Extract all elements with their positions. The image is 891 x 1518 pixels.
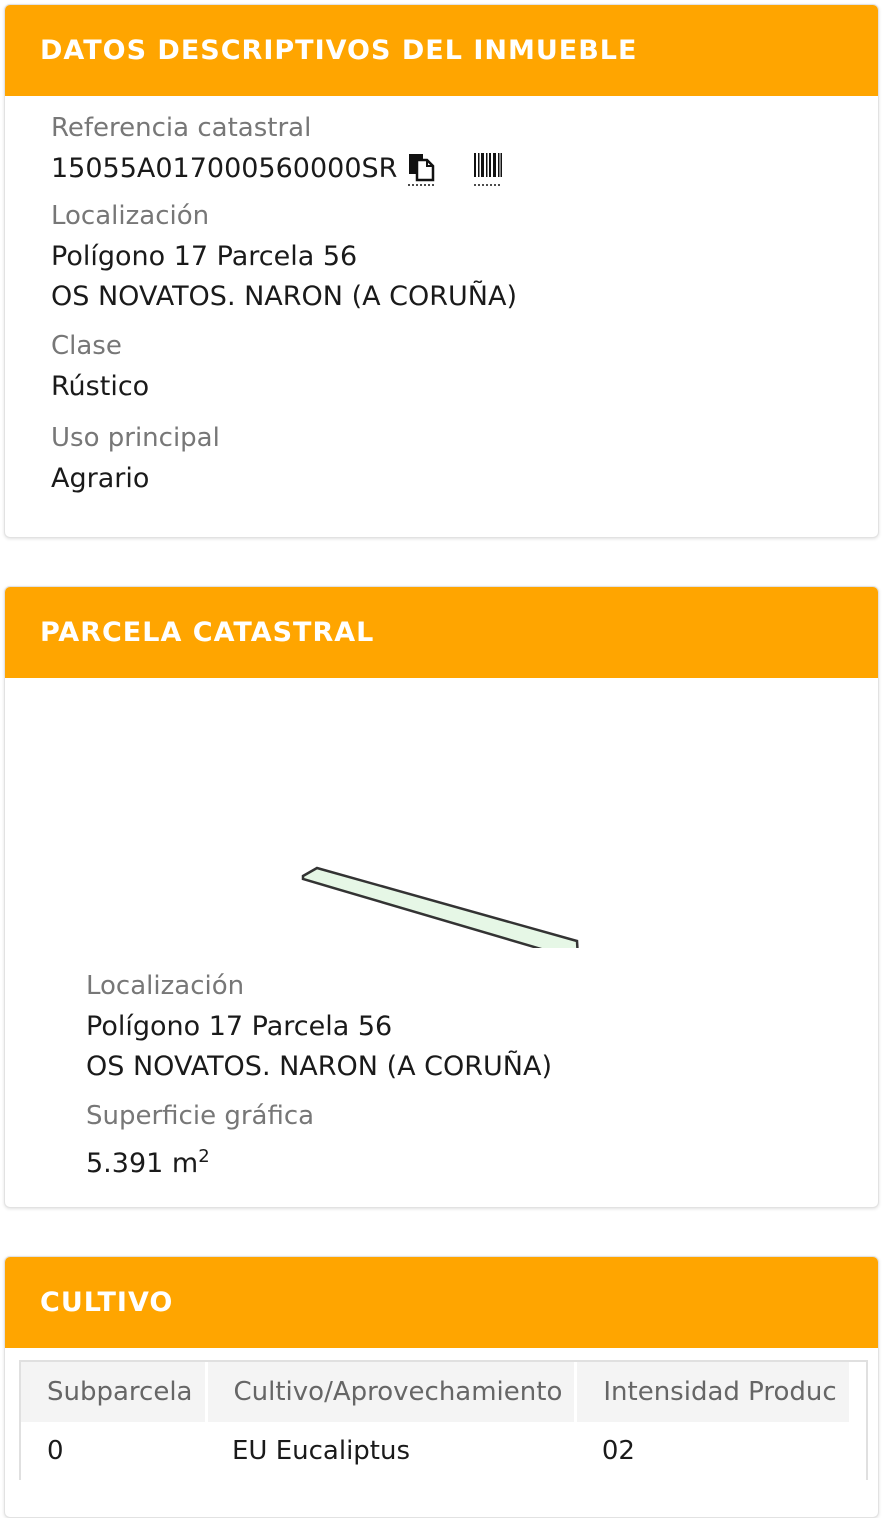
table-row xyxy=(21,1422,849,1480)
superficie-value xyxy=(86,1137,846,1184)
cell-intensidad: 02 xyxy=(576,1422,849,1480)
parcela-loc-line2: OS NOVATOS. NARON (A CORUÑA) xyxy=(86,1051,552,1082)
datos-panel xyxy=(4,4,879,538)
loc-label: Localización xyxy=(51,201,210,231)
ref-value: 15055A017000560000SR xyxy=(51,153,398,184)
clase-value: Rústico xyxy=(51,371,150,402)
cultivo-panel xyxy=(4,1256,879,1518)
table-header-row xyxy=(21,1362,849,1422)
superficie-unit-exponent: 2 xyxy=(198,1146,210,1167)
loc-line1: Polígono 17 Parcela 56 xyxy=(51,241,358,272)
datos-panel-title: DATOS DESCRIPTIVOS DEL INMUEBLE xyxy=(5,5,878,96)
clase-label: Clase xyxy=(51,331,122,361)
header-intensidad: Intensidad Produc xyxy=(576,1362,849,1422)
cell-subparcela: 0 xyxy=(21,1422,206,1480)
copy-icon[interactable] xyxy=(407,152,437,186)
uso-label: Uso principal xyxy=(51,423,220,453)
loc-line2: OS NOVATOS. NARON (A CORUÑA) xyxy=(51,281,517,312)
parcela-loc-line1: Polígono 17 Parcela 56 xyxy=(86,1011,393,1042)
cultivo-panel-title: CULTIVO xyxy=(5,1257,878,1348)
barcode-icon[interactable] xyxy=(473,152,503,186)
superficie-number: 5.391 m xyxy=(86,1148,199,1179)
uso-value: Agrario xyxy=(51,463,150,494)
parcela-loc-label: Localización xyxy=(86,971,245,1001)
cell-cultivo: EU Eucaliptus xyxy=(206,1422,576,1480)
parcela-panel-title: PARCELA CATASTRAL xyxy=(5,587,878,678)
header-cultivo: Cultivo/Aprovechamiento xyxy=(206,1362,576,1422)
parcela-panel xyxy=(4,586,879,1208)
ref-label: Referencia catastral xyxy=(51,113,312,143)
parcel-map[interactable] xyxy=(5,678,878,948)
cultivo-table-wrap[interactable] xyxy=(19,1360,868,1480)
cultivo-table xyxy=(21,1362,849,1480)
header-subparcela: Subparcela xyxy=(21,1362,206,1422)
parcel-shape xyxy=(303,868,578,948)
superficie-label: Superficie gráfica xyxy=(86,1101,315,1131)
